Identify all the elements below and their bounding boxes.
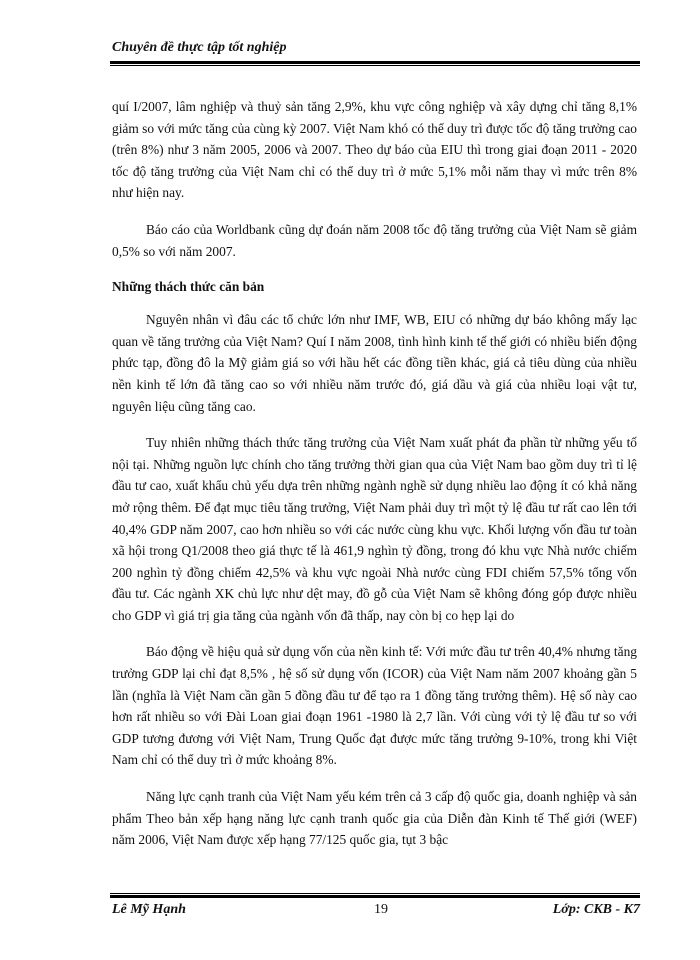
footer-rule-thin bbox=[110, 893, 640, 894]
header-rule-thin bbox=[110, 65, 640, 66]
footer-rule-thick bbox=[110, 895, 640, 898]
paragraph-1: quí I/2007, lâm nghiệp và thuỷ sản tăng 2,9%, khu vực công nghiệp và xây dựng chỉ tăng 8,1% giảm so với mức tăng của cùng kỳ 2007. Việt Nam khó có thể duy trì được tốc độ tăng trưởng cao (trên 8%) như 3 năm 2005, 2006 và 2007. Theo dự báo của EIU thì trong giai đoạn 2011 - 2020 tốc độ tăng trưởng của Việt Nam chỉ có thể duy trì ở mức 5,1% mỗi năm thay vì mức trên 8% như hiện nay. bbox=[112, 99, 637, 201]
body-content bbox=[112, 96, 637, 866]
section-heading: Những thách thức căn bản bbox=[112, 279, 265, 295]
paragraph-2: Báo cáo của Worldbank cũng dự đoán năm 2008 tốc độ tăng trưởng của Việt Nam sẽ giảm 0,5% so với năm 2007. bbox=[112, 221, 637, 259]
paragraph-3: Nguyên nhân vì đâu các tổ chức lớn như IMF, WB, EIU có những dự báo không mấy lạc quan về tăng trưởng của Việt Nam? Quí I năm 2008, tình hình kinh tế thế giới có nhiều biến động phức tạp, đồng đô la Mỹ giảm giá so với hầu hết các đồng tiền khác, giá cả tiêu dùng của nhiều nền kinh tế lớn đã tăng cao so với nhiều năm trước đó, giá dầu và giá của nhiều loại vật tư, nguyên liệu cũng tăng cao. bbox=[112, 312, 637, 414]
header-title: Chuyên đề thực tập tốt nghiệp bbox=[112, 40, 287, 55]
paragraph-5: Báo động về hiệu quả sử dụng vốn của nền kinh tế: Với mức đầu tư trên 40,4% nhưng tăng trưởng GDP lại chỉ đạt 8,5% , hệ số sử dụng vốn (ICOR) của Việt Nam năm 2007 khoảng gần 5 lần (nghĩa là Việt Nam cần gần 5 đồng đầu tư để tạo ra 1 đồng tăng trưởng thêm). Hệ số này cao hơn rất nhiều so với Đài Loan giai đoạn 1961 -1980 là 2,7 lần. Với cùng với tỷ lệ đầu tư so với GDP tương đương với Việt Nam, Trung Quốc đạt được mức tăng trưởng 9-10%, trong khi Việt Nam chỉ có thể duy trì ở mức khoảng 8%. bbox=[112, 644, 637, 768]
footer-class: Lớp: CKB - K7 bbox=[552, 902, 640, 917]
page-footer bbox=[112, 902, 640, 922]
page-number: 19 bbox=[374, 902, 388, 917]
footer-author: Lê Mỹ Hạnh bbox=[112, 902, 186, 917]
header-rule-thick bbox=[110, 61, 640, 64]
paragraph-4: Tuy nhiên những thách thức tăng trưởng của Việt Nam xuất phát đa phần từ những yếu tố nội tại. Những nguồn lực chính cho tăng trưởng thời gian qua của Việt Nam bao gồm duy trì tỉ lệ đầu tư cao, xuất khẩu chủ yếu dựa trên những ngành nghề sử dụng nhiều lao động ít có khả năng mở rộng thêm. Để đạt mục tiêu tăng trưởng, Việt Nam phải duy trì một tỷ lệ đầu tư rất cao lên tới 40,4% GDP năm 2007, cao hơn nhiều so với các nước cùng khu vực. Khối lượng vốn đầu tư toàn xã hội trong Q1/2008 theo giá thực tế là 461,9 nghìn tỷ đồng, trong đó khu vực Nhà nước chiếm 200 nghìn tỷ đồng chiếm 42,5% và khu vực ngoài Nhà nước cùng FDI chiếm 57,5% tổng vốn đầu tư. Các ngành XK chủ lực như dệt may, đồ gỗ của Việt Nam sẽ không đóng góp được nhiều cho GDP vì giá trị gia tăng của ngành vốn đã thấp, nay còn bị co hẹp lại do bbox=[112, 435, 637, 623]
paragraph-6: Năng lực cạnh tranh của Việt Nam yếu kém trên cả 3 cấp độ quốc gia, doanh nghiệp và sản phẩm Theo bản xếp hạng năng lực cạnh tranh quốc gia của Diễn đàn Kinh tế Thế giới (WEF) năm 2006, Việt Nam được xếp hạng 77/125 quốc gia, tụt 3 bậc bbox=[112, 789, 637, 848]
